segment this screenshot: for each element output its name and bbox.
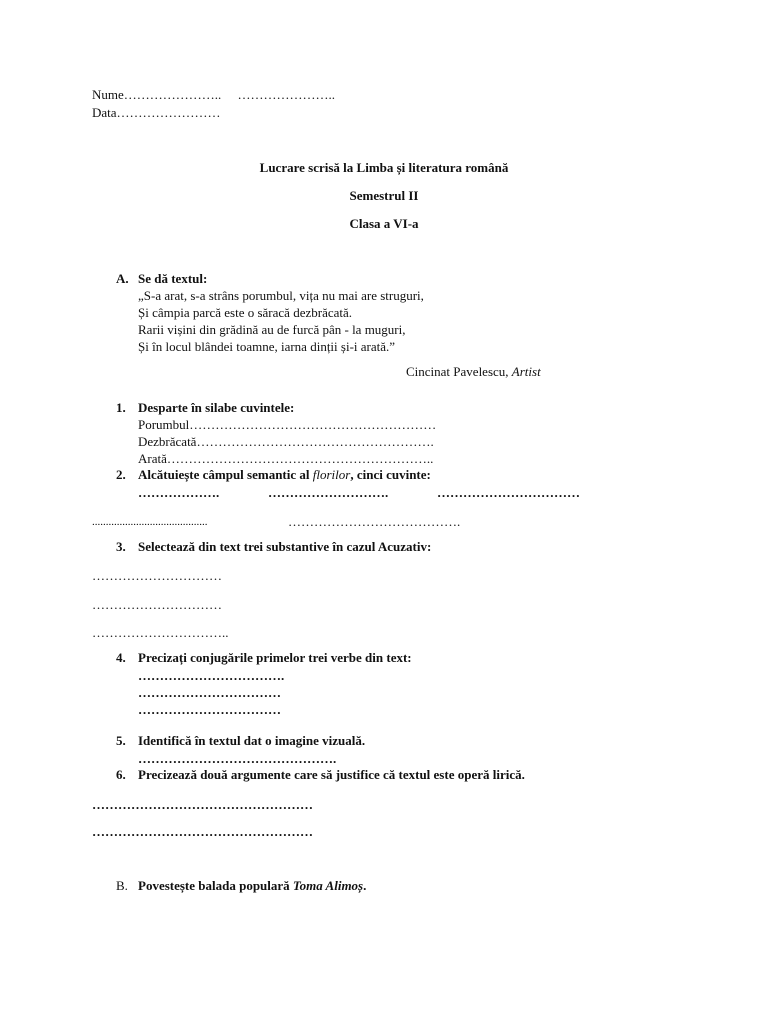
- answer-dots[interactable]: ……………………………………………………..: [166, 451, 434, 466]
- q1-word: Arată: [138, 451, 167, 466]
- part-a-marker: A.: [116, 271, 129, 286]
- answer-dots[interactable]: …………………………: [92, 568, 222, 583]
- answer-dots[interactable]: …………………………………………………: [189, 417, 437, 432]
- q6-prompt: Precizează două argumente care să justifice că textul este operă lirică.: [138, 767, 525, 782]
- title-line-1: Lucrare scrisă la Limba și literatura română: [259, 160, 509, 175]
- q5-number: 5.: [116, 733, 126, 748]
- title-line-3: Clasa a VI-a: [349, 216, 419, 231]
- answer-dots[interactable]: ……………….: [138, 485, 220, 500]
- answer-dots[interactable]: ……………………………………………: [92, 797, 313, 812]
- date-dots: ……………………: [116, 105, 221, 120]
- q3-number: 3.: [116, 539, 126, 554]
- author-name: Cincinat Pavelescu,: [406, 364, 509, 379]
- q3-prompt: Selectează din text trei substantive în cazul Acuzativ:: [138, 539, 432, 554]
- part-b-prompt: [138, 878, 366, 894]
- answer-dots[interactable]: …………………………..: [92, 625, 229, 640]
- q2-prompt-text: Alcătuiește câmpul semantic al: [138, 467, 313, 482]
- poem-attribution: [406, 364, 541, 380]
- answer-dots[interactable]: ……………………………: [138, 702, 281, 717]
- q1-number: 1.: [116, 400, 126, 415]
- poem-line-1: „S-a arat, s-a strâns porumbul, vița nu mai are struguri,: [138, 288, 424, 303]
- name-dots: ………………….. …………………..: [123, 87, 336, 102]
- q4-number: 4.: [116, 650, 126, 665]
- date-line: [92, 105, 221, 121]
- answer-dots[interactable]: ……………………………: [138, 685, 281, 700]
- answer-dots[interactable]: ……………………….: [268, 485, 389, 500]
- part-b-text: Povestește balada populară: [138, 878, 293, 893]
- q1-word-row: [138, 434, 434, 450]
- answer-dots[interactable]: ……………………………………….: [138, 751, 337, 766]
- q6-number: 6.: [116, 767, 126, 782]
- name-label: Nume: [92, 87, 124, 102]
- answer-dots[interactable]: ……………………………: [437, 485, 580, 500]
- part-b-end: .: [363, 878, 367, 893]
- q4-prompt: Precizați conjugările primelor trei verbe din text:: [138, 650, 412, 665]
- q5-prompt: Identifică în textul dat o imagine vizuală.: [138, 733, 366, 748]
- q2-prompt-italic: florilor: [312, 467, 351, 482]
- part-a-heading: Se dă textul:: [138, 271, 208, 286]
- ballad-title: Toma Alimoș: [292, 878, 364, 893]
- answer-dots[interactable]: ..........................................: [92, 516, 208, 528]
- q1-word-row: [138, 417, 436, 433]
- q2-number: 2.: [116, 467, 126, 482]
- q1-prompt: Desparte în silabe cuvintele:: [138, 400, 295, 415]
- poem-line-4: Și în locul blândei toamne, iarna dinții și-i arată.”: [138, 339, 396, 354]
- answer-dots[interactable]: ……………………………………………….: [196, 434, 434, 449]
- answer-dots[interactable]: …………………………….: [138, 668, 285, 683]
- part-b-marker: B.: [116, 878, 128, 893]
- date-label: Data: [92, 105, 117, 120]
- answer-dots[interactable]: ……………………………………………: [92, 824, 313, 839]
- q2-prompt-end: , cinci cuvinte:: [350, 467, 431, 482]
- answer-dots[interactable]: …………………………: [92, 597, 222, 612]
- q1-word: Dezbrăcată: [138, 434, 197, 449]
- name-line: [92, 87, 335, 103]
- q1-word: Porumbul: [138, 417, 190, 432]
- poem-line-3: Rarii vișini din grădină au de furcă pân - la muguri,: [138, 322, 406, 337]
- work-title: Artist: [511, 364, 541, 379]
- poem-line-2: Și câmpia parcă este o săracă dezbrăcată.: [138, 305, 353, 320]
- q2-prompt: [138, 467, 431, 483]
- answer-dots[interactable]: ………………………………….: [288, 514, 461, 529]
- q1-word-row: [138, 451, 433, 467]
- title-line-2: Semestrul II: [349, 188, 419, 203]
